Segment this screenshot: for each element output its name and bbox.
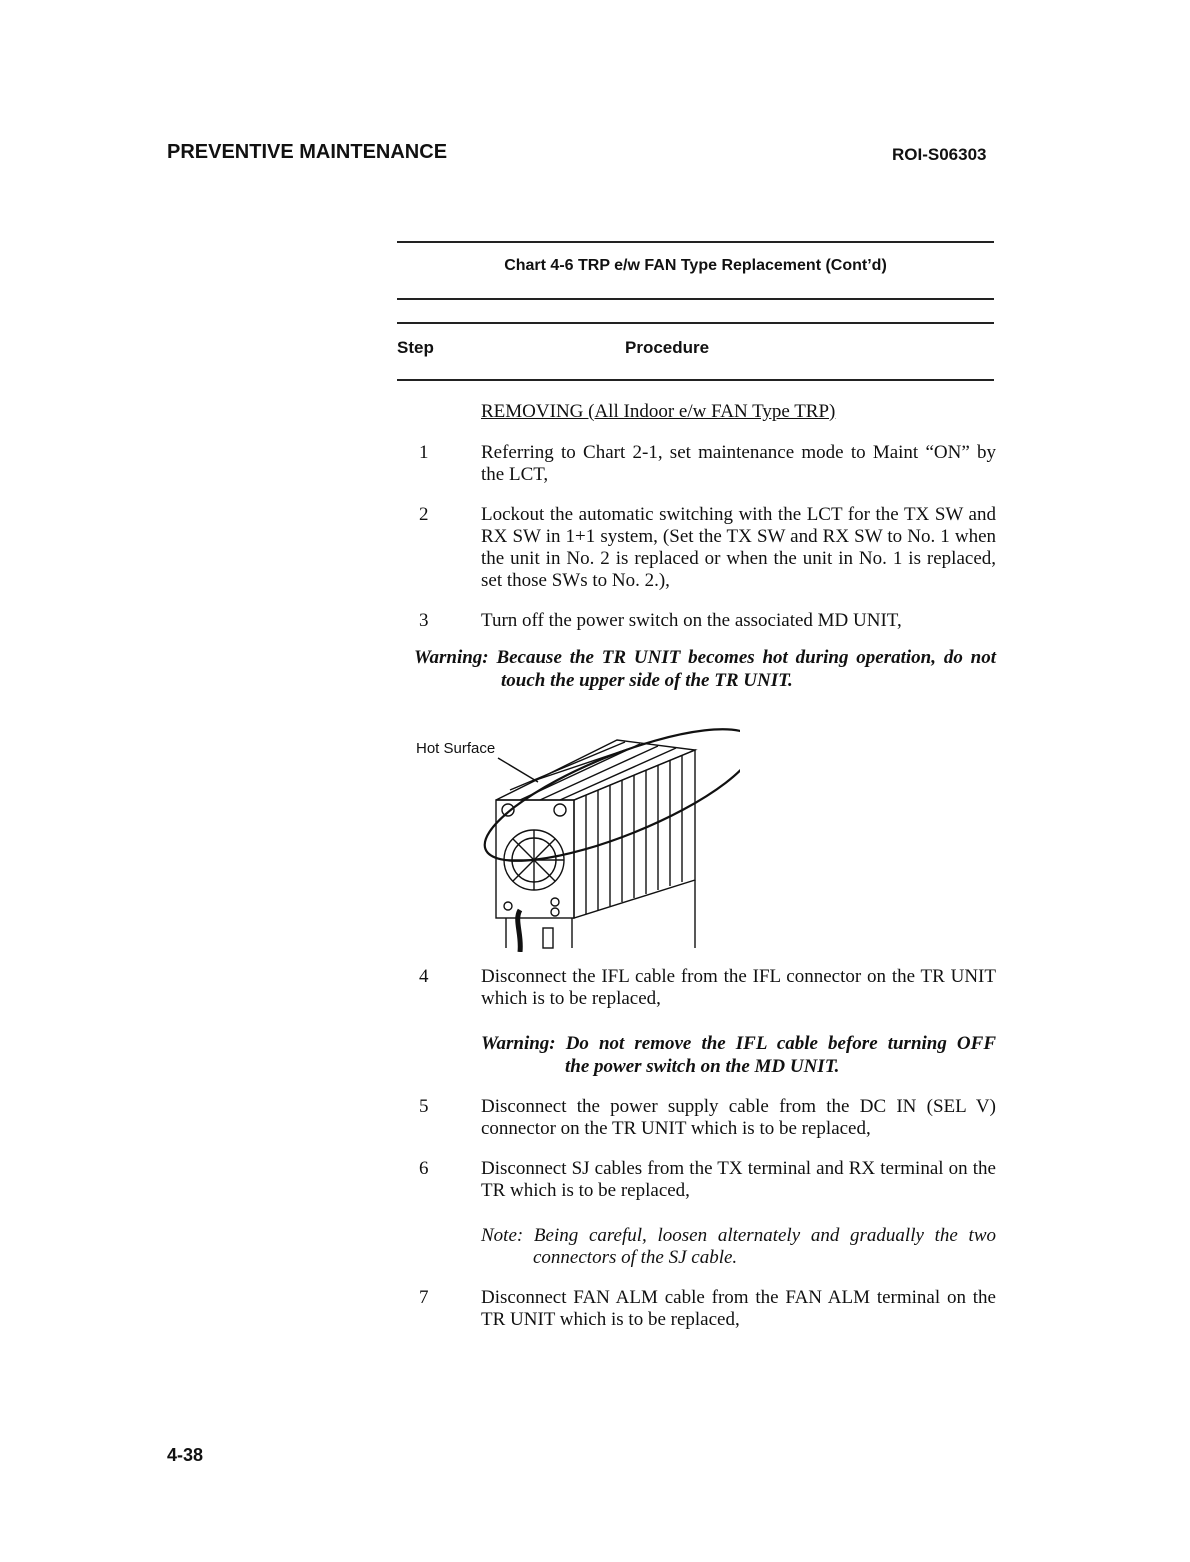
step-text: Disconnect the IFL cable from the IFL connector on the TR UNIT which is to be replaced, (481, 966, 996, 1009)
step-number: 4 (419, 966, 429, 987)
step-text: Referring to Chart 2-1, set maintenance mode to Maint “ON” by the LCT, (481, 442, 996, 485)
divider (397, 379, 994, 381)
warning-line: the power switch on the MD UNIT. (565, 1056, 840, 1077)
step-text: Disconnect the power supply cable from the DC IN (SEL V) connector on the TR UNIT which is to be replaced, (481, 1096, 996, 1139)
step-number: 1 (419, 442, 429, 463)
warning-hot-surface (414, 646, 996, 692)
step-text: Disconnect FAN ALM cable from the FAN ALM terminal on the TR UNIT which is to be replaced, (481, 1287, 996, 1330)
figure-label: Hot Surface (416, 740, 496, 757)
divider (397, 298, 994, 300)
divider (397, 322, 994, 324)
warning-line: Warning: Do not remove the IFL cable before turning OFF (481, 1033, 996, 1054)
divider (397, 241, 994, 243)
step-number: 6 (419, 1158, 429, 1179)
note-line: Note: Being careful, loosen alternately and gradually the two (481, 1225, 996, 1246)
page-number: 4-38 (167, 1445, 204, 1465)
step-number: 7 (419, 1287, 429, 1308)
step-number: 2 (419, 504, 429, 525)
step-text: Turn off the power switch on the associated MD UNIT, (481, 610, 902, 631)
step-text: Lockout the automatic switching with the LCT for the TX SW and RX SW in 1+1 system, (Set the TX SW and RX SW to No. 1 when the unit in No. 2 is replaced or when the unit in No. 1 is replaced, set those SWs to No. 2.), (481, 504, 996, 591)
note-line: connectors of the SJ cable. (533, 1247, 738, 1268)
step-number: 5 (419, 1096, 429, 1117)
document-id: ROI-S06303 (892, 145, 987, 164)
warning-ifl-cable (481, 1032, 996, 1078)
header-section-title: PREVENTIVE MAINTENANCE (167, 141, 448, 163)
note-sj-cable (481, 1225, 996, 1269)
step-number: 3 (419, 610, 429, 631)
tr-unit-illustration (410, 720, 740, 952)
chart-title: Chart 4-6 TRP e/w FAN Type Replacement (Cont’d) (504, 257, 887, 274)
warning-line: touch the upper side of the TR UNIT. (501, 670, 793, 691)
warning-line: Warning: Because the TR UNIT becomes hot during operation, do not (414, 647, 996, 668)
step-text: Disconnect SJ cables from the TX terminal and RX terminal on the TR which is to be replaced, (481, 1158, 996, 1201)
column-header-procedure: Procedure (625, 338, 710, 357)
column-header-step: Step (397, 338, 434, 357)
section-heading: REMOVING (All Indoor e/w FAN Type TRP) (481, 401, 836, 422)
